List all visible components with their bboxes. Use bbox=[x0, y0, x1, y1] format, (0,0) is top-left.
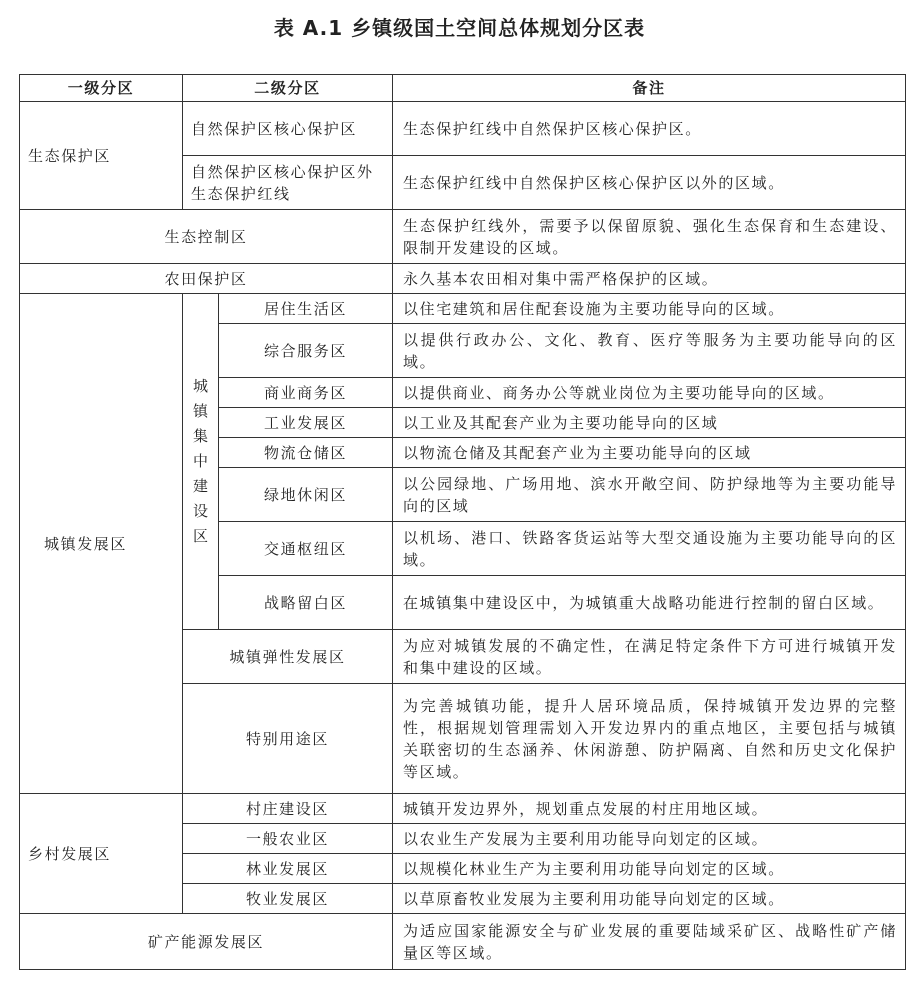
note-logistics: 以物流仓储及其配套产业为主要功能导向的区域 bbox=[393, 438, 906, 468]
zone-eco-protect: 生态保护区 bbox=[20, 102, 183, 210]
header-note: 备注 bbox=[393, 75, 906, 102]
subzone-commerce: 商业商务区 bbox=[219, 378, 393, 408]
note-pasture: 以草原畜牧业发展为主要利用功能导向划定的区域。 bbox=[393, 884, 906, 914]
table-row bbox=[20, 264, 906, 294]
note-eco-control: 生态保护红线外，需要予以保留原貌、强化生态保育和生态建设、限制开发建设的区域。 bbox=[393, 210, 906, 264]
subzone-industry: 工业发展区 bbox=[219, 408, 393, 438]
zoning-table bbox=[19, 74, 906, 970]
note-commerce: 以提供商业、商务办公等就业岗位为主要功能导向的区域。 bbox=[393, 378, 906, 408]
zone-mining: 矿产能源发展区 bbox=[20, 914, 393, 970]
note-agri: 以农业生产发展为主要利用功能导向划定的区域。 bbox=[393, 824, 906, 854]
subzone-agri: 一般农业区 bbox=[183, 824, 393, 854]
subzone-logistics: 物流仓储区 bbox=[219, 438, 393, 468]
subzone-special: 特别用途区 bbox=[183, 684, 393, 794]
zone-farm-protect: 农田保护区 bbox=[20, 264, 393, 294]
header-row bbox=[20, 75, 906, 102]
note-industry: 以工业及其配套产业为主要功能导向的区域 bbox=[393, 408, 906, 438]
note-special: 为完善城镇功能，提升人居环境品质，保持城镇开发边界的完整性，根据规划管理需划入开发边界内的重点地区，主要包括与城镇关联密切的生态涵养、休闲游憩、防护隔离、自然和历史文化保护等区域。 bbox=[393, 684, 906, 794]
subzone-forestry: 林业发展区 bbox=[183, 854, 393, 884]
subzone-pasture: 牧业发展区 bbox=[183, 884, 393, 914]
table-row bbox=[20, 102, 906, 156]
subzone-urban-core: 城镇集中建设区 bbox=[193, 377, 210, 545]
table-row bbox=[20, 794, 906, 824]
table-title: 表 A.1 乡镇级国土空间总体规划分区表 bbox=[273, 16, 646, 40]
zone-eco-control: 生态控制区 bbox=[20, 210, 393, 264]
header-level1: 一级分区 bbox=[20, 75, 183, 102]
note-residential: 以住宅建筑和居住配套设施为主要功能导向的区域。 bbox=[393, 294, 906, 324]
subzone-residential: 居住生活区 bbox=[219, 294, 393, 324]
note-nature-outer: 生态保护红线中自然保护区核心保护区以外的区域。 bbox=[393, 156, 906, 210]
subzone-elastic: 城镇弹性发展区 bbox=[183, 630, 393, 684]
note-forestry: 以规模化林业生产为主要利用功能导向划定的区域。 bbox=[393, 854, 906, 884]
note-green: 以公园绿地、广场用地、滨水开敞空间、防护绿地等为主要功能导向的区域 bbox=[393, 468, 906, 522]
note-elastic: 为应对城镇发展的不确定性，在满足特定条件下方可进行城镇开发和集中建设的区域。 bbox=[393, 630, 906, 684]
note-transport: 以机场、港口、铁路客货运站等大型交通设施为主要功能导向的区域。 bbox=[393, 522, 906, 576]
subzone-village: 村庄建设区 bbox=[183, 794, 393, 824]
zone-rural-dev: 乡村发展区 bbox=[20, 794, 183, 914]
table-row bbox=[20, 210, 906, 264]
note-service: 以提供行政办公、文化、教育、医疗等服务为主要功能导向的区域。 bbox=[393, 324, 906, 378]
subzone-nature-outer: 自然保护区核心保护区外生态保护红线 bbox=[183, 156, 393, 210]
subzone-urban-core-cell bbox=[183, 294, 219, 630]
subzone-transport: 交通枢纽区 bbox=[219, 522, 393, 576]
header-level2: 二级分区 bbox=[183, 75, 393, 102]
subzone-strategic: 战略留白区 bbox=[219, 576, 393, 630]
note-farm-protect: 永久基本农田相对集中需严格保护的区域。 bbox=[393, 264, 906, 294]
subzone-service: 综合服务区 bbox=[219, 324, 393, 378]
zone-urban-dev: 城镇发展区 bbox=[20, 294, 183, 794]
table-row bbox=[20, 294, 906, 324]
note-nature-core: 生态保护红线中自然保护区核心保护区。 bbox=[393, 102, 906, 156]
note-village: 城镇开发边界外，规划重点发展的村庄用地区域。 bbox=[393, 794, 906, 824]
note-mining: 为适应国家能源安全与矿业发展的重要陆域采矿区、战略性矿产储量区等区域。 bbox=[393, 914, 906, 970]
table-row bbox=[20, 914, 906, 970]
subzone-green: 绿地休闲区 bbox=[219, 468, 393, 522]
subzone-nature-core: 自然保护区核心保护区 bbox=[183, 102, 393, 156]
note-strategic: 在城镇集中建设区中，为城镇重大战略功能进行控制的留白区域。 bbox=[393, 576, 906, 630]
